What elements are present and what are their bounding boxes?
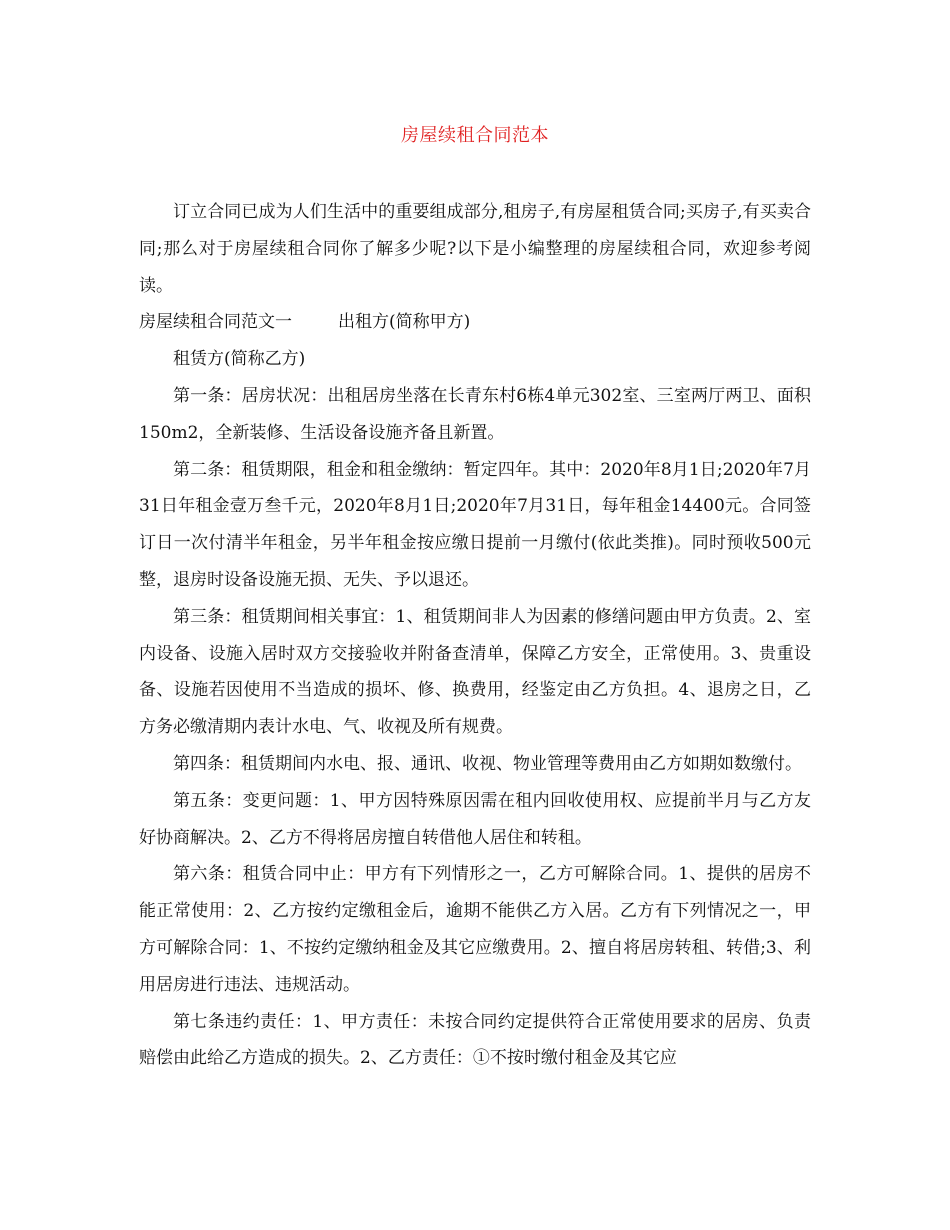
document-title: 房屋续租合同范本	[401, 125, 549, 146]
article-2: 第二条：租赁期限，租金和租金缴纳：暂定四年。其中：2020年8月1日;2020年7月31日年租金壹万叁千元，2020年8月1日;2020年7月31日，每年租金14400元。合同签订日一次付清半年租金，另半年租金按应缴日提前一月缴付(依此类推)。同时预收500元整，退房时设备设施无损、无失、予以退还。	[139, 459, 811, 590]
article-6: 第六条：租赁合同中止：甲方有下列情形之一，乙方可解除合同。1、提供的居房不能正常使用：2、乙方按约定缴租金后，逾期不能供乙方入居。乙方有下列情况之一，甲方可解除合同：1、不按约定缴纳租金及其它应缴费用。2、擅自将居房转租、转借;3、利用居房进行违法、违规活动。	[139, 864, 811, 995]
document-body	[139, 194, 811, 1077]
article-7: 第七条违约责任：1、甲方责任：未按合同约定提供符合正常使用要求的居房、负责赔偿由此给乙方造成的损失。2、乙方责任：①不按时缴付租金及其它应	[139, 1011, 811, 1069]
article-1: 第一条：居房状况：出租居房坐落在长青东村6栋4单元302室、三室两厅两卫、面积150m2，全新装修、生活设备设施齐备且新置。	[139, 385, 811, 443]
lessor-label: 出租方(简称甲方)	[338, 312, 471, 333]
sample-heading: 房屋续租合同范文一	[139, 312, 292, 333]
intro-paragraph: 订立合同已成为人们生活中的重要组成部分,租房子,有房屋租赁合同;买房子,有买卖合同;那么对于房屋续租合同你了解多少呢?以下是小编整理的房屋续租合同，欢迎参考阅读。	[139, 202, 811, 296]
article-4: 第四条：租赁期间内水电、报、通讯、收视、物业管理等费用由乙方如期如数缴付。	[173, 753, 802, 774]
article-5: 第五条：变更问题：1、甲方因特殊原因需在租内回收使用权、应提前半月与乙方友好协商解决。2、乙方不得将居房擅自转借他人居住和转租。	[139, 790, 811, 848]
article-3: 第三条：租赁期间相关事宜：1、租赁期间非人为因素的修缮问题由甲方负责。2、室内设备、设施入居时双方交接验收并附备查清单，保障乙方安全，正常使用。3、贵重设备、设施若因使用不当造成的损坏、修、换费用，经鉴定由乙方负担。4、退房之日，乙方务必缴清期内表计水电、气、收视及所有规费。	[139, 606, 811, 738]
sample-heading-line	[139, 304, 811, 341]
lessee-label: 租赁方(简称乙方)	[173, 349, 306, 370]
